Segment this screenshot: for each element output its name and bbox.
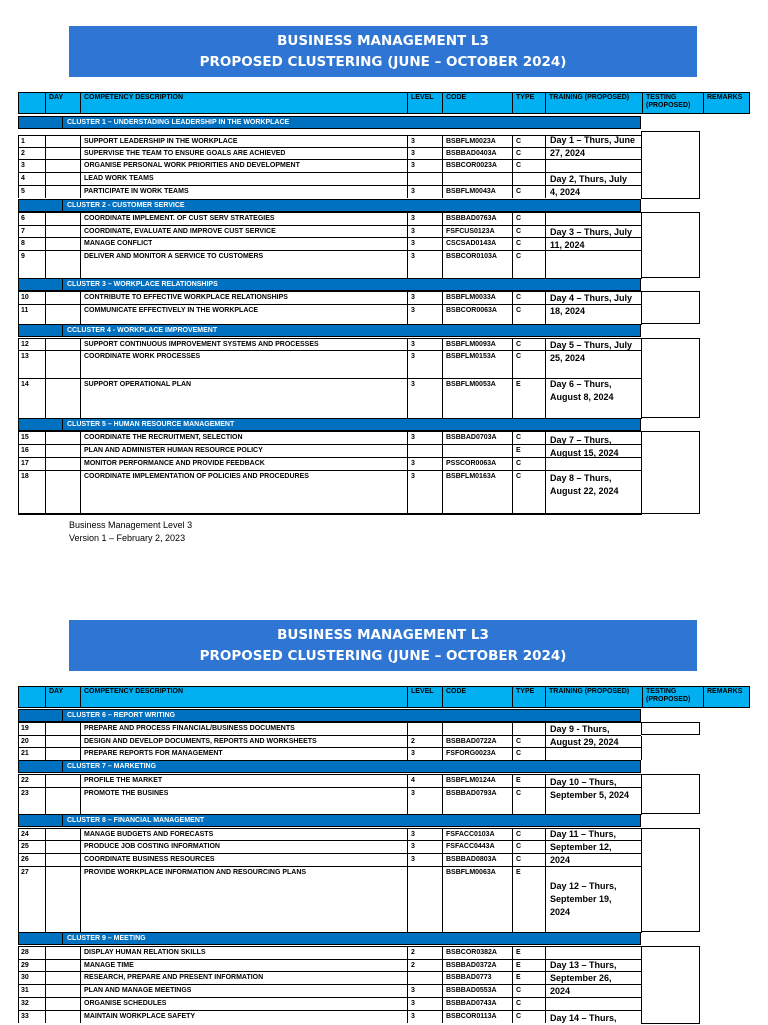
competency-description: PLAN AND MANAGE MEETINGS	[84, 987, 192, 994]
code-cell: BSBFLM0053A	[446, 381, 496, 388]
code-cell: BSBBAD0743A	[446, 1000, 497, 1007]
training-date: Day 10 – Thurs, September 5, 2024	[550, 777, 630, 800]
testing-box	[641, 212, 700, 278]
code-cell: BSBBAD0722A	[446, 738, 497, 745]
table-row	[18, 787, 641, 814]
cluster-row-blank	[18, 760, 63, 773]
table-row	[18, 971, 641, 983]
competency-description: PREPARE REPORTS FOR MANAGEMENT	[84, 750, 223, 757]
table-row	[18, 431, 641, 443]
table-row	[18, 212, 641, 224]
code-cell: BSBCOR0382A	[446, 949, 497, 956]
level-cell: 3	[411, 228, 415, 235]
table-row	[18, 722, 641, 734]
cluster-row-blank	[18, 418, 63, 431]
competency-description: MANAGE BUDGETS AND FORECASTS	[84, 831, 214, 838]
table-row	[18, 250, 641, 278]
type-cell: C	[516, 434, 522, 441]
training-date: Day 1 – Thurs, June 27, 2024	[550, 135, 636, 158]
competency-description: COORDINATE IMPLEMENTATION OF POLICIES AND PROCEDURES	[84, 473, 309, 480]
level-cell: 3	[411, 253, 415, 260]
header-testing: TESTING (PROPOSED)	[642, 92, 703, 114]
table-row	[18, 350, 641, 378]
page1-title-banner	[69, 26, 697, 77]
type-cell: C	[516, 228, 522, 235]
table-row	[18, 946, 641, 958]
competency-description: MAINTAIN WORKPLACE SAFETY	[84, 1013, 196, 1020]
level-cell: 3	[411, 987, 415, 994]
table-row	[18, 959, 641, 971]
row-number: 17	[21, 460, 29, 467]
competency-description: PRODUCE JOB COSTING INFORMATION	[84, 843, 220, 850]
table-row	[18, 828, 641, 840]
page2-title-banner	[69, 620, 697, 671]
type-cell: C	[516, 294, 522, 301]
type-cell: E	[516, 949, 521, 956]
level-cell: 3	[411, 240, 415, 247]
testing-box	[641, 774, 700, 814]
table-row	[18, 747, 641, 759]
page1-title: BUSINESS MANAGEMENT L3	[277, 33, 489, 49]
competency-description: ORGANISE PERSONAL WORK PRIORITIES AND DEVELOPMENT	[84, 162, 300, 169]
table-row	[18, 866, 641, 932]
row-number: 31	[21, 987, 29, 994]
header-code: CODE	[442, 92, 512, 114]
level-cell: 3	[411, 150, 415, 157]
type-cell: C	[516, 843, 522, 850]
type-cell: C	[516, 215, 522, 222]
header-type: TYPE	[512, 686, 545, 708]
header-competency: COMPETENCY DESCRIPTION	[80, 686, 425, 708]
competency-description: PARTICIPATE IN WORK TEAMS	[84, 188, 189, 195]
table-row	[18, 185, 641, 197]
code-cell: FSFORG0023A	[446, 750, 496, 757]
table-row	[18, 984, 641, 996]
competency-description: COORDINATE, EVALUATE AND IMPROVE CUST SERVICE	[84, 228, 276, 235]
level-cell: 3	[411, 1013, 415, 1020]
type-cell: C	[516, 750, 522, 757]
cluster-row-blank	[18, 932, 63, 945]
type-cell: C	[516, 240, 522, 247]
code-cell: BSBCOR0063A	[446, 307, 497, 314]
level-cell: 3	[411, 831, 415, 838]
cluster-heading: CLUSTER 8 – FINANCIAL MANAGEMENT	[62, 814, 641, 827]
code-cell: FSFACC0443A	[446, 843, 495, 850]
table-row	[18, 840, 641, 852]
table-row	[18, 135, 641, 147]
header-no	[18, 92, 45, 114]
code-cell: PSSCOR0063A	[446, 460, 497, 467]
testing-box	[641, 431, 700, 514]
table-row	[18, 172, 641, 184]
cluster-heading: CLUSTER 5 – HUMAN RESOURCE MANAGEMENT	[62, 418, 641, 431]
header-day: DAY	[45, 92, 80, 114]
table-row	[18, 378, 641, 418]
level-cell: 3	[411, 1000, 415, 1007]
level-cell: 3	[411, 162, 415, 169]
table-row	[18, 774, 641, 786]
code-cell: BSBFLM0153A	[446, 353, 496, 360]
competency-description: SUPPORT LEADERSHIP IN THE WORKPLACE	[84, 138, 238, 145]
code-cell: BSBBAD0763A	[446, 215, 497, 222]
competency-description: PREPARE AND PROCESS FINANCIAL/BUSINESS DOCUMENTS	[84, 725, 295, 732]
training-date: Day 8 – Thurs, August 22, 2024	[550, 473, 619, 496]
competency-description: COORDINATE BUSINESS RESOURCES	[84, 856, 215, 863]
level-cell: 3	[411, 353, 415, 360]
cluster-row-blank	[18, 814, 63, 827]
level-cell: 4	[411, 777, 415, 784]
row-number: 9	[21, 253, 25, 260]
code-cell: BSBBAD0703A	[446, 434, 497, 441]
competency-description: COORDINATE IMPLEMENT. OF CUST SERV STRATEGIES	[84, 215, 275, 222]
level-cell: 3	[411, 138, 415, 145]
row-number: 27	[21, 869, 29, 876]
row-number: 1	[21, 138, 25, 145]
table-row	[18, 159, 641, 171]
level-cell: 3	[411, 790, 415, 797]
level-cell: 3	[411, 843, 415, 850]
row-number: 21	[21, 750, 29, 757]
row-number: 15	[21, 434, 29, 441]
competency-description: SUPERVISE THE TEAM TO ENSURE GOALS ARE ACHIEVED	[84, 150, 286, 157]
training-date: Day 6 – Thurs, August 8, 2024	[550, 379, 614, 402]
competency-description: PROMOTE THE BUSINES	[84, 790, 169, 797]
code-cell: FSFCUS0123A	[446, 228, 495, 235]
cluster-row-blank	[18, 324, 63, 337]
type-cell: E	[516, 447, 521, 454]
row-number: 20	[21, 738, 29, 745]
code-cell: BSBBAD0803A	[446, 856, 497, 863]
competency-description: CONTRIBUTE TO EFFECTIVE WORKPLACE RELATIONSHIPS	[84, 294, 288, 301]
training-date: Day 12 – Thurs, September 19, 2024	[550, 881, 617, 917]
cluster-row-blank	[18, 116, 63, 129]
competency-description: SUPPORT CONTINUOUS IMPROVEMENT SYSTEMS AND PROCESSES	[84, 341, 319, 348]
row-number: 24	[21, 831, 29, 838]
level-cell: 3	[411, 434, 415, 441]
code-cell: BSBFLM0033A	[446, 294, 496, 301]
testing-box	[641, 131, 700, 199]
cluster-heading: CLUSTER 7 – MARKETING	[62, 760, 641, 773]
header-type: TYPE	[512, 92, 545, 114]
competency-description: DELIVER AND MONITOR A SERVICE TO CUSTOMERS	[84, 253, 264, 260]
row-number: 10	[21, 294, 29, 301]
type-cell: C	[516, 1013, 522, 1020]
type-cell: C	[516, 790, 522, 797]
table-row	[18, 338, 641, 350]
row-number: 26	[21, 856, 29, 863]
competency-description: COORDINATE THE RECRUITMENT, SELECTION	[84, 434, 243, 441]
competency-description: MANAGE CONFLICT	[84, 240, 153, 247]
code-cell: BSBFLM0023A	[446, 138, 496, 145]
type-cell: E	[516, 381, 521, 388]
training-date: Day 13 – Thurs, September 26, 2024	[550, 960, 617, 996]
cluster-row-blank	[18, 709, 63, 722]
table-row	[18, 470, 641, 514]
type-cell: C	[516, 856, 522, 863]
table-row	[18, 444, 641, 456]
type-cell: C	[516, 1000, 522, 1007]
type-cell: C	[516, 738, 522, 745]
testing-box	[641, 828, 700, 932]
competency-description: DESIGN AND DEVELOP DOCUMENTS, REPORTS AND WORKSHEETS	[84, 738, 317, 745]
row-number: 13	[21, 353, 29, 360]
training-date: Day 14 – Thurs,	[550, 1013, 617, 1023]
type-cell: C	[516, 831, 522, 838]
level-cell: 3	[411, 294, 415, 301]
table-row	[18, 237, 641, 249]
level-cell: 2	[411, 738, 415, 745]
training-date: Day 4 – Thurs, July 18, 2024	[550, 293, 633, 316]
competency-description: LEAD WORK TEAMS	[84, 175, 154, 182]
code-cell: BSBBAD0793A	[446, 790, 497, 797]
row-number: 23	[21, 790, 29, 797]
cluster-heading: CLUSTER 2 - CUSTOMER SERVICE	[62, 199, 641, 212]
row-number: 29	[21, 962, 29, 969]
level-cell: 3	[411, 750, 415, 757]
cluster-heading: CCLUSTER 4 - WORKPLACE IMPROVEMENT	[62, 324, 641, 337]
row-number: 12	[21, 341, 29, 348]
type-cell: C	[516, 138, 522, 145]
row-number: 22	[21, 777, 29, 784]
training-date: Day 11 – Thurs, September 12, 2024	[550, 829, 617, 865]
row-number: 2	[21, 150, 25, 157]
competency-description: MANAGE TIME	[84, 962, 134, 969]
cluster-heading: CLUSTER 3 – WORKPLACE RELATIONSHIPS	[62, 278, 641, 291]
table-row	[18, 291, 641, 303]
code-cell: BSBCOR0023A	[446, 162, 497, 169]
competency-description: COORDINATE WORK PROCESSES	[84, 353, 201, 360]
competency-description: RESEARCH, PREPARE AND PRESENT INFORMATION	[84, 974, 264, 981]
level-cell: 2	[411, 962, 415, 969]
testing-box	[641, 338, 700, 418]
level-cell: 3	[411, 381, 415, 388]
code-cell: BSBBAD0553A	[446, 987, 497, 994]
cluster-heading: CLUSTER 6 – REPORT WRITING	[62, 709, 641, 722]
header-day: DAY	[45, 686, 80, 708]
level-cell: 3	[411, 460, 415, 467]
cluster-row-blank	[18, 199, 63, 212]
competency-description: PLAN AND ADMINISTER HUMAN RESOURCE POLICY	[84, 447, 263, 454]
code-cell: BSBBAD0773	[446, 974, 492, 981]
code-cell: CSCSAD0143A	[446, 240, 497, 247]
row-number: 32	[21, 1000, 29, 1007]
code-cell: FSFACC0103A	[446, 831, 495, 838]
level-cell: 3	[411, 473, 415, 480]
row-number: 19	[21, 725, 29, 732]
level-cell: 3	[411, 856, 415, 863]
type-cell: C	[516, 307, 522, 314]
cluster-heading: CLUSTER 1 – UNDERSTADING LEADERSHIP IN THE WORKPLACE	[62, 116, 641, 129]
row-number: 28	[21, 949, 29, 956]
header-testing: TESTING (PROPOSED)	[642, 686, 703, 708]
level-cell: 3	[411, 307, 415, 314]
code-cell: BSBCOR0103A	[446, 253, 497, 260]
type-cell: C	[516, 353, 522, 360]
code-cell: BSBBAD0403A	[446, 150, 497, 157]
header-code: CODE	[442, 686, 512, 708]
page2-title: BUSINESS MANAGEMENT L3	[277, 627, 489, 643]
competency-description: ORGANISE SCHEDULES	[84, 1000, 167, 1007]
page1-subtitle: PROPOSED CLUSTERING (JUNE – OCTOBER 2024)	[199, 54, 567, 70]
type-cell: C	[516, 460, 522, 467]
table-row	[18, 457, 641, 469]
table-row	[18, 853, 641, 865]
page2-subtitle: PROPOSED CLUSTERING (JUNE – OCTOBER 2024)	[199, 648, 567, 664]
table-row	[18, 147, 641, 159]
row-number: 8	[21, 240, 25, 247]
code-cell: BSBFLM0093A	[446, 341, 496, 348]
code-cell: BSBFLM0124A	[446, 777, 496, 784]
competency-description: DISPLAY HUMAN RELATION SKILLS	[84, 949, 206, 956]
table-row	[18, 997, 641, 1009]
header-no	[18, 686, 45, 708]
competency-description: SUPPORT OPERATIONAL PLAN	[84, 381, 192, 388]
cluster-heading: CLUSTER 9 – MEETING	[62, 932, 641, 945]
training-date: Day 3 – Thurs, July 11, 2024	[550, 227, 633, 250]
header-level: LEVEL	[407, 686, 442, 708]
row-number: 3	[21, 162, 25, 169]
level-cell: 3	[411, 215, 415, 222]
table-row	[18, 735, 641, 747]
row-number: 7	[21, 228, 25, 235]
level-cell: 2	[411, 949, 415, 956]
page2-table-header	[18, 686, 750, 708]
page1-footer	[69, 519, 192, 545]
row-number: 16	[21, 447, 29, 454]
level-cell: 3	[411, 341, 415, 348]
row-number: 30	[21, 974, 29, 981]
testing-box	[641, 722, 700, 735]
type-cell: C	[516, 162, 522, 169]
row-number: 5	[21, 188, 25, 195]
code-cell: BSBCOR0113A	[446, 1013, 497, 1020]
row-number: 11	[21, 307, 29, 314]
header-level: LEVEL	[407, 92, 442, 114]
training-date: Day 5 – Thurs, July 25, 2024	[550, 340, 633, 363]
bottom-border	[18, 513, 641, 515]
type-cell: C	[516, 473, 522, 480]
row-number: 6	[21, 215, 25, 222]
table-row	[18, 225, 641, 237]
code-cell: BSBBAD0372A	[446, 962, 497, 969]
training-date: Day 9 - Thurs, August 29, 2024	[550, 724, 619, 747]
code-cell: BSBFLM0063A	[446, 869, 496, 876]
row-number: 33	[21, 1013, 29, 1020]
header-remarks: REMARKS	[703, 92, 750, 114]
cluster-row-blank	[18, 278, 63, 291]
row-number: 25	[21, 843, 29, 850]
training-date: Day 2, Thurs, July 4, 2024	[550, 174, 628, 197]
row-number: 18	[21, 473, 29, 480]
type-cell: E	[516, 974, 521, 981]
competency-description: COMMUNICATE EFFECTIVELY IN THE WORKPLACE	[84, 307, 259, 314]
header-remarks: REMARKS	[703, 686, 750, 708]
table-row	[18, 304, 641, 324]
competency-description: PROVIDE WORKPLACE INFORMATION AND RESOURCING PLANS	[84, 869, 307, 876]
testing-box	[641, 291, 700, 324]
type-cell: C	[516, 253, 522, 260]
code-cell: BSBFLM0163A	[446, 473, 496, 480]
type-cell: C	[516, 188, 522, 195]
type-cell: C	[516, 150, 522, 157]
type-cell: E	[516, 962, 521, 969]
competency-description: MONITOR PERFORMANCE AND PROVIDE FEEDBACK	[84, 460, 265, 467]
header-competency: COMPETENCY DESCRIPTION	[80, 92, 425, 114]
footer-line-2: Version 1 – February 2, 2023	[69, 533, 186, 543]
level-cell: 3	[411, 188, 415, 195]
row-number: 14	[21, 381, 29, 388]
testing-box	[641, 946, 700, 1024]
type-cell: E	[516, 869, 521, 876]
training-date: Day 7 – Thurs, August 15, 2024	[550, 435, 619, 458]
header-training: TRAINING (PROPOSED)	[545, 686, 642, 708]
type-cell: C	[516, 987, 522, 994]
footer-line-1: Business Management Level 3	[69, 520, 193, 530]
competency-description: PROFILE THE MARKET	[84, 777, 163, 784]
header-training: TRAINING (PROPOSED)	[545, 92, 642, 114]
page1-table-header	[18, 92, 750, 114]
type-cell: C	[516, 341, 522, 348]
type-cell: E	[516, 777, 521, 784]
code-cell: BSBFLM0043A	[446, 188, 496, 195]
table-row	[18, 1010, 641, 1022]
row-number: 4	[21, 175, 25, 182]
